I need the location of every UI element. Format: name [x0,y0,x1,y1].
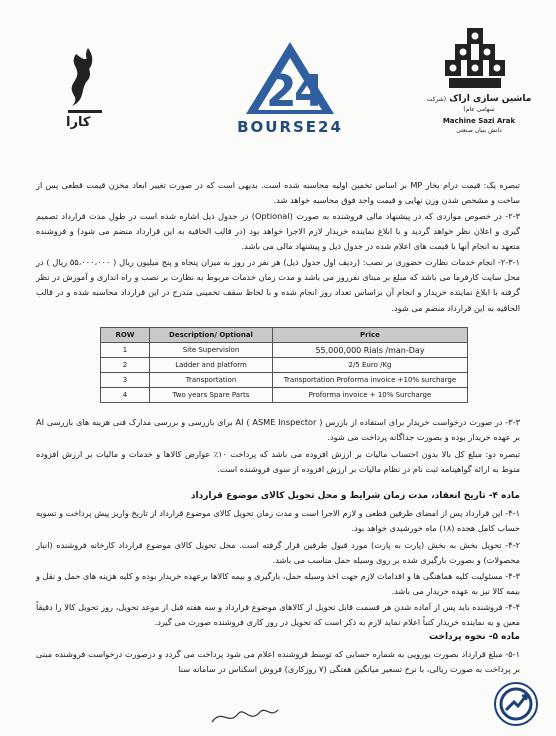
table-row [101,373,468,388]
clause-5-1: ۵-۱- مبلغ قرارداد بصورت یورویی به شماره حسابی که توسط فروشنده اعلام می شود پرداخت می گردد و درصورت درخواست فروشنده مبنی بر پرداخت به صورت ریالی، با نرخ تسعیر میانگین هفتگی (۷ روزکاری) فروش اسکناس در سامانه سنا [36,649,520,675]
svg-text:کارا: کارا [66,115,91,130]
note-one: تبصره یک: قیمت درام بخار MP بر اساس تخمین اولیه محاسبه شده است. بدیهی است که در صورت تغییر ابعاد مخزن قیمت قطعی پس از ساخت و مشخص شدن وزن نهایی و قیمت واحد فوق محاسبه خواهد شد. [36,180,520,206]
row-description: Transportation [150,373,273,388]
company-name-en: Machine Sazi Arak [442,117,516,125]
table-row [101,358,468,373]
table-header-row [101,328,468,343]
bourse24-mark [230,40,350,118]
row-description: Two years Spare Parts [150,388,273,403]
optional-prices-table [100,327,468,403]
column-header-description: Description/ Optional [150,328,273,343]
bourse24-logo [230,40,350,140]
clause-4-2: ۴-۲- تحویل بخش به بخش (پارت به پارت) مورد قبول طرفین قرار گرفته است. محل تحویل کالای موضوع قرارداد کارخانه فروشنده (انبار محصولات) و بصورت بارگیری شده بر روی وسیله حمل مناسب می باشد. [36,540,520,566]
row-price: Transportation Proforma invoice +10% surcharge [273,373,468,388]
kara-logo [58,44,112,130]
clause-3-2: ۲-۳- در خصوص مواردی که در پیشنهاد مالی فروشنده به صورت (Optional) در جدول ذیل اشاره شده است در طول مدت قرارداد تصمیم گیری و اعلان نظر خواهد گردید و با ابلاغ نماینده خریدار لازم الاجرا خواهد بود (در قالب الحاقیه به این قرارداد منضم می شود) و فروشنده متعهد به انجام آنها با قیمت های اعلام شده در جدول ذیل و پیشنهاد مالی می باشد. [36,211,520,252]
bourse24-wordmark: BOURSE24 [237,118,343,136]
company-subtitle: دانش بنیان صنعتی [456,127,502,134]
column-header-price: Price [273,328,468,343]
article-5-heading: ماده ۵- نحوه پرداخت [428,632,520,642]
row-number: 4 [101,388,150,403]
signature [210,704,280,728]
row-description: Site Supervision [150,343,273,358]
table-row [101,343,468,358]
clause-3-3: ۳-۳- در صورت درخواست خریدار برای استفاده از بازرس AI ( ASME Inspector ) برای بازرسی و بررسی مدارک فنی هزینه های بازرسی AI بر عهده خریدار بوده و بصورت جداگانه پرداخت می شود. [36,417,520,443]
row-number: 1 [101,343,150,358]
clause-4-3: ۴-۳- مسئولیت کلیه هماهنگی ها و اقدامات لازم جهت اخذ وسیله حمل، بارگیری و بیمه کالاها برعهده خریدار بوده و کلیه هزینه های حمل و نقل و بیمه کالا نیز به عهده خریدار می باشد. [36,571,520,597]
article-4-heading: ماده ۴- تاریخ انعقاد، مدت زمان شرایط و محل تحویل کالای موضوع قرارداد [190,491,520,501]
row-number: 3 [101,373,150,388]
row-price: 55,000,000 Rials /man-Day [273,343,468,358]
company-name-fa: ماشین سازی اراک [449,94,532,104]
svg-text:2: 2 [266,66,297,117]
clause-4-1: ۴-۱- این قرارداد پس از امضای طرفین قطعی و لازم الاجرا است و مدت زمان تحویل کالای موضوع قرارداد از تاریخ واریز پیش پرداخت و تسویه حساب کامل هجده (۱۸) ماه خورشیدی خواهد بود. [36,508,520,534]
table-row [101,388,468,403]
watermark-badge-icon [494,682,538,726]
row-price: Proforma invoice + 10% Surcharge [273,388,468,403]
row-description: Ladder and platform [150,358,273,373]
svg-text:4: 4 [294,66,325,117]
row-number: 2 [101,358,150,373]
clause-4-4: ۴-۴- فروشنده باید پس از آماده شدن هر قسمت قابل تحویل از کالاهای موضوع قرارداد و سه هفته قبل از موعد تحویل، روز تحویل کالا را دقیقاً معین و به نماینده خریدار کتباً اعلام نماید لازم به ذکر است که تحویل در روز کاری فروشنده صورت می گیرد. [36,602,520,628]
note-two: تبصره دو: مبلغ کل بالا بدون احتساب مالیات بر ارزش افزوده می باشد که پرداخت ۱۰٪ عوارض کالاها و خدمات و مالیات بر ارزش افزوده منوط به ارائه گواهینامه ثبت نام در نظام مالیات بر ارزش افزوده از سوی فروشنده است. [36,449,520,475]
clause-3-2-1: ۲-۳-۱- انجام خدمات نظارت حضوری بر نصب: (ردیف اول جدول ذیل) هر نفر در روز به میزان پنجاه و پنج میلیون ریال ( ۵۵،۰۰۰،۰۰۰ ریال ) در محل سایت کارفرما می باشد که مبلغ بر مبنای نفرروز می باشد و مدت زمان خدمات مربوط به نظارت بر نصب و راه اندازی و آموزش در نظر گرفته با ابلاغ نماینده خریدار و انجام آن براساس تعداد روز انجام شده و با لحاظ سقف تخمینی مندرج در این قرارداد محاسبه شده و در قالب الحاقیه به این قرارداد منضم می شود. [36,257,520,313]
row-price: 2/5 Euro /Kg [273,358,468,373]
column-header-row: ROW [101,328,150,343]
machine-sazi-arak-logo [445,26,505,90]
company-type-fa: (شرکت سهامی عام) [426,96,495,113]
company-name-block [424,94,534,134]
